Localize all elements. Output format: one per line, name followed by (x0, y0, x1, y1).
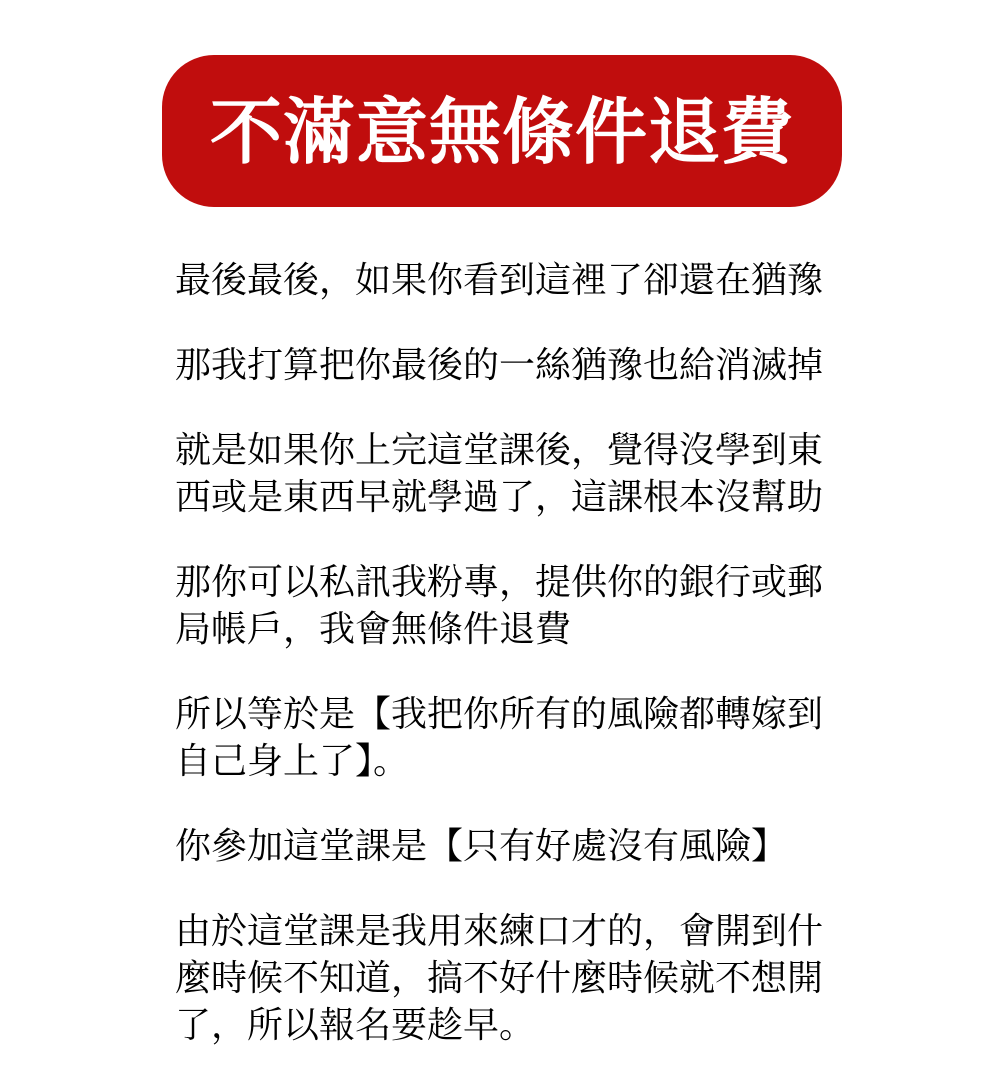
body-paragraph: 最後最後，如果你看到這裡了卻還在猶豫 (175, 259, 824, 300)
body-text-block (175, 256, 830, 1086)
banner-label: 不滿意無條件退費 (209, 93, 794, 173)
refund-guarantee-banner (162, 55, 842, 207)
body-paragraph: 所以等於是【我把你所有的風險都轉嫁到自己身上了】。 (175, 693, 824, 781)
body-paragraph: 就是如果你上完這堂課後，覺得沒學到東西或是東西早就學過了，這課根本沒幫助 (175, 429, 824, 517)
body-paragraph: 那你可以私訊我粉專，提供你的銀行或郵局帳戶，我會無條件退費 (175, 561, 824, 649)
body-paragraph: 由於這堂課是我用來練口才的，會開到什麼時候不知道，搞不好什麼時候就不想開了，所以報名要趁早。 (175, 910, 824, 1045)
body-paragraph: 那我打算把你最後的一絲猶豫也給消滅掉 (175, 344, 824, 385)
body-paragraph: 你參加這堂課是【只有好處沒有風險】 (175, 825, 788, 866)
